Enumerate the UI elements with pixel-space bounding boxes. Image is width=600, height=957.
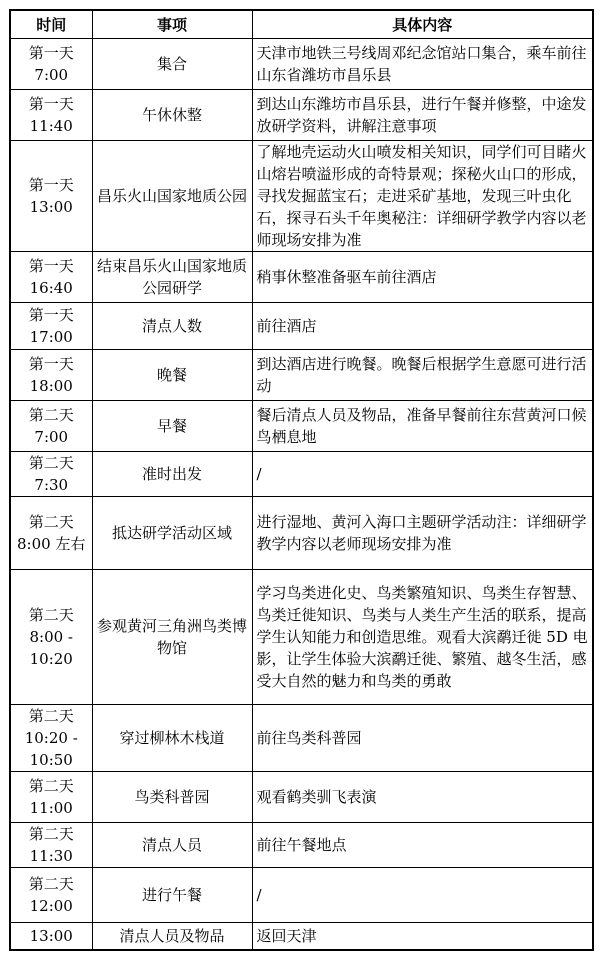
cell-time: 第二天 7:00 [10,401,92,452]
cell-item: 准时出发 [92,452,252,497]
cell-time: 13:00 [10,923,92,950]
cell-item: 集合 [92,39,252,90]
cell-detail: 观看鹤类驯飞表演 [252,772,593,823]
cell-detail: 了解地壳运动火山喷发相关知识，同学们可目睹火山熔岩喷溢形成的奇特景观；探秘火山口的形成，寻找发掘蓝宝石；走进采矿基地，发现三叶虫化石，探寻石头千年奥秘注：详细研学教学内容以老师现场安排为准 [252,141,593,252]
table-row [10,772,593,823]
cell-time: 第一天 13:00 [10,141,92,252]
table-row [10,823,593,868]
cell-item: 晚餐 [92,350,252,401]
table-row [10,350,593,401]
table-row [10,39,593,90]
cell-time: 第一天 17:00 [10,303,92,350]
cell-item: 进行午餐 [92,868,252,923]
cell-detail: 前往午餐地点 [252,823,593,868]
table-row [10,252,593,303]
schedule-body [10,39,593,950]
cell-detail: 前往酒店 [252,303,593,350]
cell-time: 第二天 7:30 [10,452,92,497]
cell-detail: 到达酒店进行晚餐。晚餐后根据学生意愿可进行活动 [252,350,593,401]
table-row [10,570,593,705]
cell-item: 鸟类科普园 [92,772,252,823]
cell-item: 清点人员及物品 [92,923,252,950]
cell-item: 清点人员 [92,823,252,868]
table-row [10,303,593,350]
cell-time: 第二天 12:00 [10,868,92,923]
cell-time: 第一天 16:40 [10,252,92,303]
cell-time: 第二天 8:00 左右 [10,497,92,570]
cell-time: 第一天 18:00 [10,350,92,401]
cell-detail: 餐后清点人员及物品，准备早餐前往东营黄河口候鸟栖息地 [252,401,593,452]
table-row [10,868,593,923]
cell-detail: 前往鸟类科普园 [252,705,593,772]
cell-item: 参观黄河三角洲鸟类博物馆 [92,570,252,705]
table-row [10,923,593,950]
cell-item: 午休休整 [92,90,252,141]
cell-item: 昌乐火山国家地质公园 [92,141,252,252]
cell-detail: 稍事休整准备驱车前往酒店 [252,252,593,303]
table-row [10,705,593,772]
cell-item: 穿过柳林木栈道 [92,705,252,772]
cell-detail: 天津市地铁三号线周邓纪念馆站口集合，乘车前往山东省潍坊市昌乐县 [252,39,593,90]
cell-item: 结束昌乐火山国家地质公园研学 [92,252,252,303]
cell-item: 抵达研学活动区域 [92,497,252,570]
cell-detail: 返回天津 [252,923,593,950]
table-row [10,90,593,141]
header-detail: 具体内容 [252,10,593,39]
cell-detail: 到达山东潍坊市昌乐县，进行午餐并修整，中途发放研学资料，讲解注意事项 [252,90,593,141]
cell-time: 第一天 11:40 [10,90,92,141]
cell-time: 第二天 10:20 - 10:50 [10,705,92,772]
cell-time: 第二天 11:00 [10,772,92,823]
header-time: 时间 [10,10,92,39]
cell-time: 第一天 7:00 [10,39,92,90]
header-row [10,10,593,39]
table-row [10,401,593,452]
cell-detail: 进行湿地、黄河入海口主题研学活动注：详细研学教学内容以老师现场安排为准 [252,497,593,570]
header-item: 事项 [92,10,252,39]
cell-time: 第二天 8:00 - 10:20 [10,570,92,705]
schedule-table [9,9,594,951]
cell-time: 第二天 11:30 [10,823,92,868]
cell-item: 早餐 [92,401,252,452]
table-row [10,497,593,570]
cell-detail: / [252,868,593,923]
cell-detail: / [252,452,593,497]
table-row [10,452,593,497]
table-row [10,141,593,252]
cell-item: 清点人数 [92,303,252,350]
cell-detail: 学习鸟类进化史、鸟类繁殖知识、鸟类生存智慧、鸟类迁徙知识、鸟类与人类生产生活的联系，提高学生认知能力和创造思维。观看大滨鹬迁徙 5D 电影，让学生体验大滨鹬迁徙、繁殖、越冬生活，感受大自然的魅力和鸟类的勇敢 [252,570,593,705]
